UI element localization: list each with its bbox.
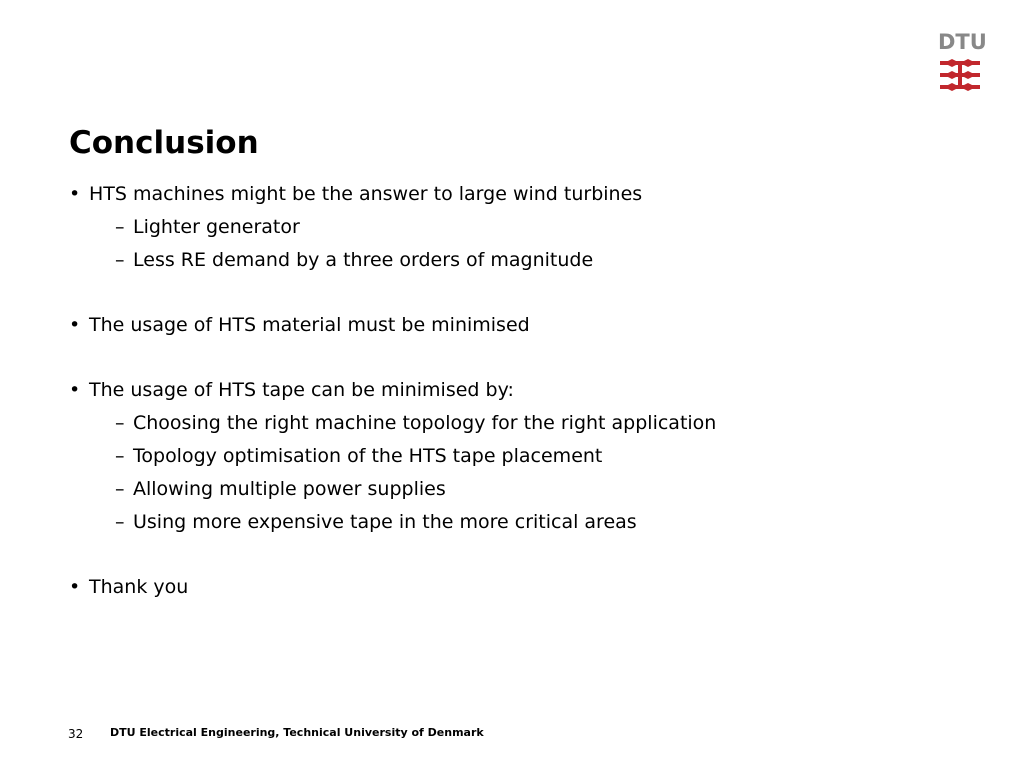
bullet-text: The usage of HTS tape can be minimised by: [89,379,514,401]
slide-title: Conclusion [69,125,259,161]
sub-bullet-text: Using more expensive tape in the more critical areas [133,511,637,533]
dtu-logo-text: DTU [938,30,987,54]
bullet-list [69,178,969,604]
sub-bullet-text: Allowing multiple power supplies [133,478,446,500]
sub-bullet-text: Topology optimisation of the HTS tape placement [133,445,603,467]
sub-bullet-item [69,440,969,473]
dash-symbol: – [115,412,125,434]
sub-bullet-text: Choosing the right machine topology for the right application [133,412,717,434]
bullet-text: Thank you [89,576,189,598]
bullet-item [69,309,969,342]
sub-bullet-item [69,473,969,506]
sub-bullet-item [69,211,969,244]
bullet-text: HTS machines might be the answer to large wind turbines [89,183,643,205]
dash-symbol: – [115,445,125,467]
sub-bullet-text: Lighter generator [133,216,300,238]
bullet-item [69,571,969,604]
bullet-symbol: • [69,576,81,598]
page-number: 32 [68,727,84,741]
dash-symbol: – [115,478,125,500]
bullet-symbol: • [69,379,81,401]
dash-symbol: – [115,249,125,271]
sub-bullet-text: Less RE demand by a three orders of magnitude [133,249,594,271]
dtu-logo [938,30,987,94]
spacer [69,539,969,571]
footer-text: DTU Electrical Engineering, Technical University of Denmark [110,726,484,739]
bullet-item [69,374,969,407]
dtu-logo-mark-icon [940,59,980,92]
bullet-item [69,178,969,211]
spacer [69,342,969,374]
sub-bullet-item [69,407,969,440]
spacer [69,277,969,309]
dash-symbol: – [115,511,125,533]
dash-symbol: – [115,216,125,238]
bullet-text: The usage of HTS material must be minimised [89,314,530,336]
sub-bullet-item [69,244,969,277]
sub-bullet-item [69,506,969,539]
bullet-symbol: • [69,183,81,205]
bullet-symbol: • [69,314,81,336]
